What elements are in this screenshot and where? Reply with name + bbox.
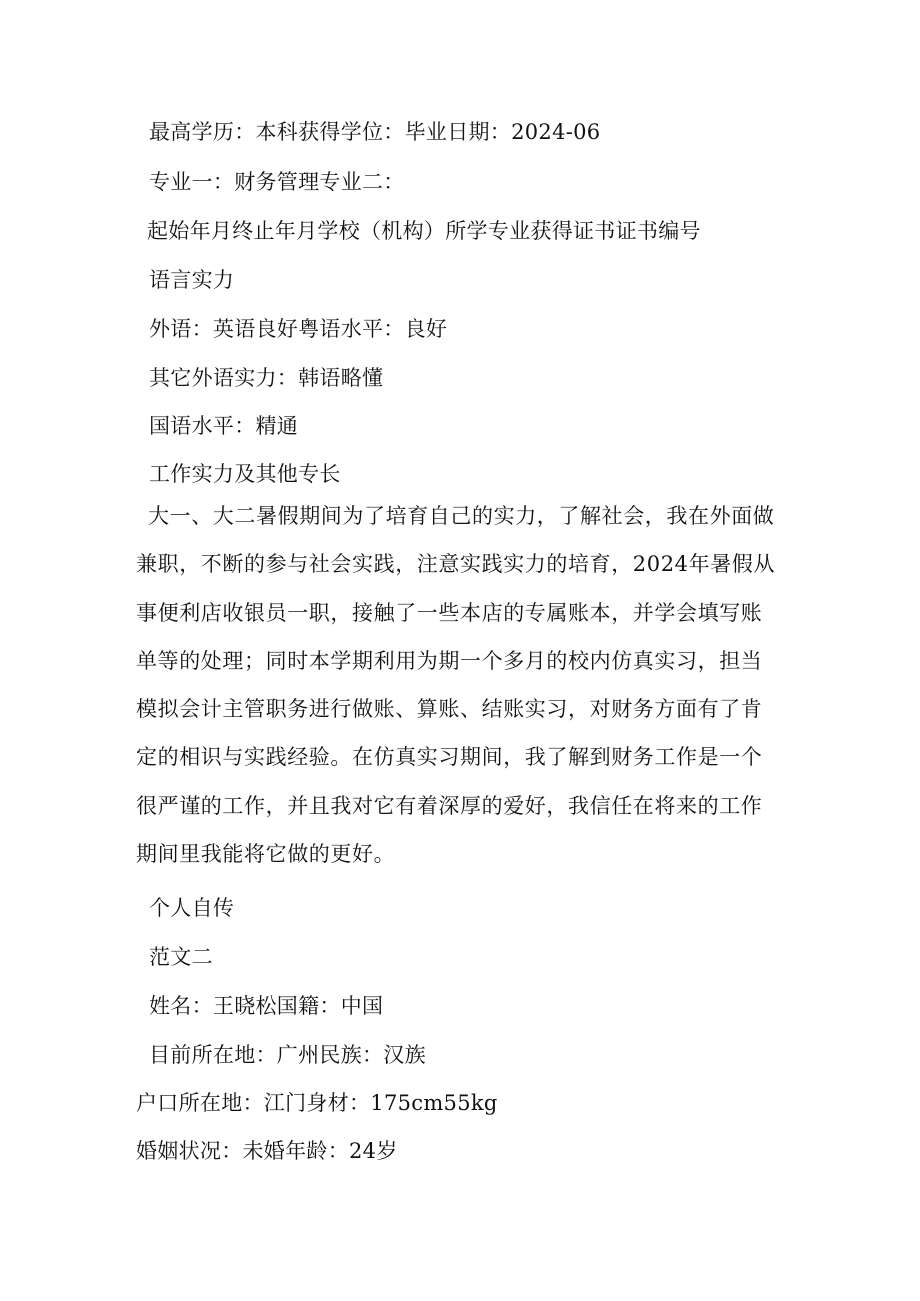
paragraph-line: 事便利店收银员一职，接触了一些本店的专属账本，并学会填写账 — [136, 600, 763, 625]
name-nationality-line: 姓名：王晓松国籍：中国 — [149, 994, 384, 1018]
marital-age-line: 婚姻状况：未婚年龄：24岁 — [136, 1139, 398, 1163]
location-ethnicity-line: 目前所在地：广州民族：汉族 — [149, 1043, 426, 1067]
foreign-language-line: 外语：英语良好粤语水平：良好 — [149, 317, 448, 341]
hukou-physique-line: 户口所在地：江门身材：175cm55kg — [136, 1091, 498, 1115]
other-language-line: 其它外语实力：韩语略懂 — [149, 366, 384, 390]
education-line: 最高学历：本科获得学位：毕业日期：2024-06 — [149, 120, 601, 144]
paragraph-line: 单等的处理；同时本学期利用为期一个多月的校内仿真实习，担当 — [136, 648, 763, 673]
major-line: 专业一：财务管理专业二： — [149, 170, 405, 194]
paragraph-line: 定的相识与实践经验。在仿真实习期间，我了解到财务工作是一个 — [136, 745, 763, 770]
sample-heading: 范文二 — [149, 945, 213, 969]
education-history-header: 起始年月终止年月学校（机构）所学专业获得证书证书编号 — [147, 219, 701, 243]
section-heading-autobiography: 个人自传 — [149, 896, 235, 920]
paragraph-line: 大一、大二暑假期间为了培育自己的实力，了解社会，我在外面做 — [148, 504, 775, 528]
paragraph-line: 兼职，不断的参与社会实践，注意实践实力的培育，2024年暑假从 — [136, 552, 776, 577]
paragraph-line: 期间里我能将它做的更好。 — [136, 842, 396, 867]
mandarin-line: 国语水平：精通 — [149, 414, 299, 438]
skills-paragraph — [136, 504, 776, 890]
paragraph-line: 模拟会计主管职务进行做账、算账、结账实习，对财务方面有了肯 — [136, 697, 763, 722]
section-heading-language: 语言实力 — [149, 268, 235, 292]
paragraph-line: 很严谨的工作，并且我对它有着深厚的爱好，我信任在将来的工作 — [136, 793, 763, 818]
section-heading-skills: 工作实力及其他专长 — [149, 462, 341, 486]
